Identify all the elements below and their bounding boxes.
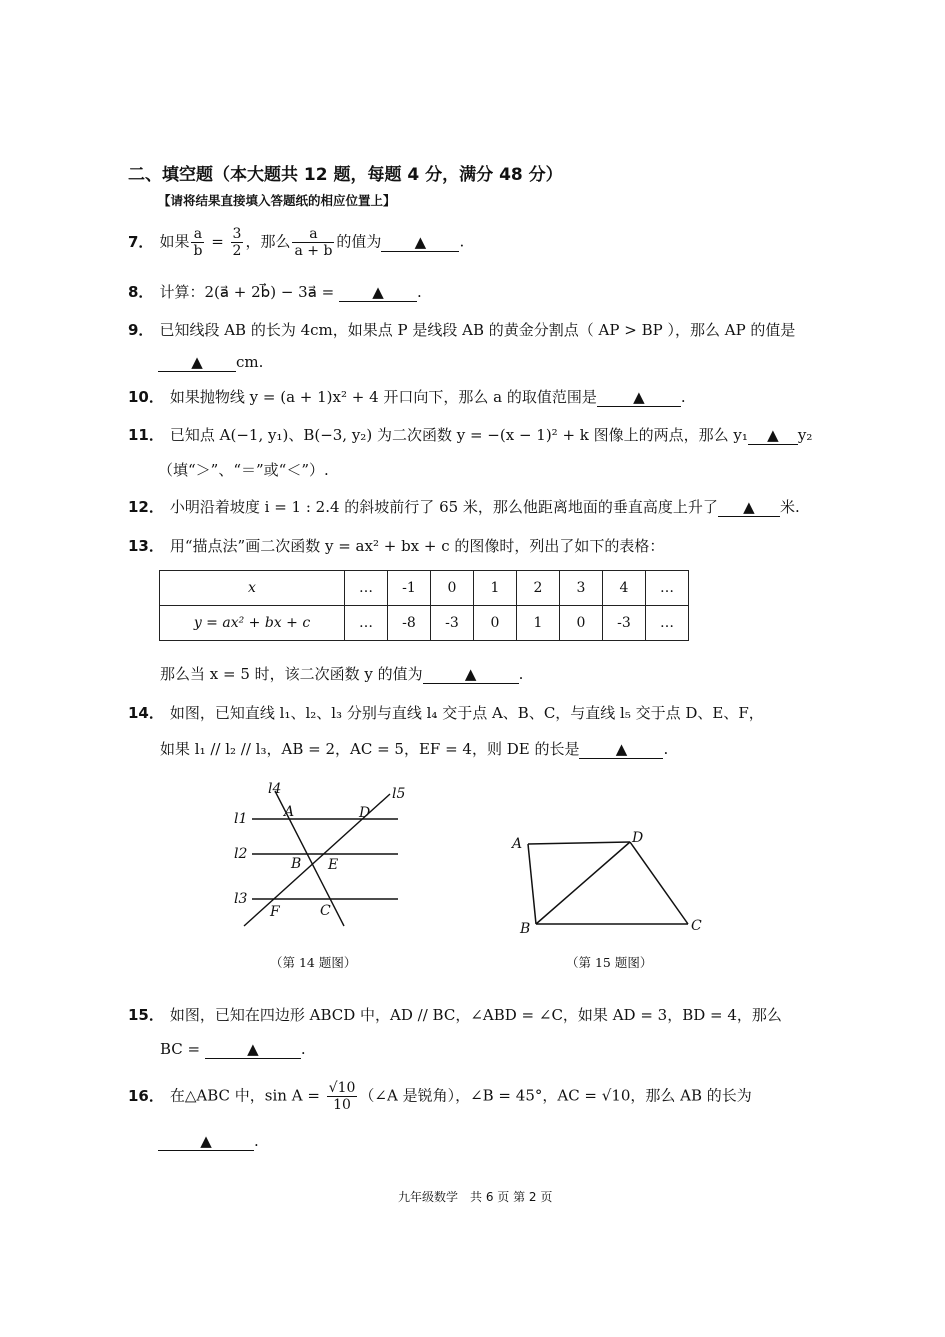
frac-numerator: a [191,226,204,243]
table-cell [160,606,345,641]
q16-text-1: 在△ABC 中，sin A = [169,1086,325,1105]
q12-text: 小明沿着坡度 i = 1 : 2.4 的斜坡前行了 65 米，那么他距离地面的垂直高度上升了 [169,498,718,516]
period: . [680,388,686,406]
question-7 [128,226,464,259]
q9-text: 已知线段 AB 的长为 4cm，如果点 P 是线段 AB 的黄金分割点（ AP > BP ），那么 AP 的值是 [159,321,796,339]
answer-blank[interactable]: ▲ [339,283,417,302]
figure-14-caption: （第 14 题图） [270,955,357,970]
q15-text-2: BC = [160,1040,205,1058]
answer-blank[interactable]: ▲ [597,388,681,407]
question-number: 7． [128,232,154,251]
table-cell: -8 [388,606,431,641]
point-label-e: E [328,857,339,873]
question-14 [128,702,764,724]
q16-text-2: （∠A 是锐角），∠B = 45°，AC = √10，那么 AB 的长为 [359,1086,752,1105]
label-l3: l3 [234,891,248,907]
question-8 [128,281,422,303]
q11-y2: y₂ [797,426,813,444]
point-label-b: B [520,921,531,937]
section-title: 二、填空题（本大题共 12 题，每题 4 分，满分 48 分） [128,165,563,185]
question-14-line-2 [160,738,668,760]
q11-text: 已知点 A(−1, y₁)、B(−3, y₂) 为二次函数 y = −(x − 1)² + k 图像上的两点，那么 y₁ [169,426,748,444]
question-12 [128,496,800,518]
point-label-a: A [284,804,295,820]
fraction-a-over-a-plus-b [292,226,334,259]
question-number: 12． [128,498,164,516]
question-number: 11． [128,426,164,444]
question-number: 16． [128,1086,164,1105]
point-label-d: D [632,830,644,846]
point-label-a: A [512,836,523,852]
equals-sign: = [206,232,229,251]
q10-text: 如果抛物线 y = (a + 1)x² + 4 开口向下，那么 a 的取值范围是 [169,388,597,406]
period: . [417,283,422,301]
frac-denominator: 2 [232,243,242,259]
figure-14 [220,776,420,936]
figure-15-caption: （第 15 题图） [566,955,653,970]
question-13 [128,535,664,557]
table-cell: … [345,606,388,641]
unit-meters: 米. [779,498,800,516]
segment-ab [528,844,536,924]
period: . [663,740,669,758]
table-cell: … [646,606,689,641]
table-cell: -3 [603,606,646,641]
table-row-x [160,571,689,606]
point-label-d: D [359,805,371,821]
table-cell: 2 [517,571,560,606]
frac-numerator: a [292,226,334,243]
question-9-line-2 [158,351,263,373]
answer-blank[interactable]: ▲ [158,353,236,372]
answer-blank[interactable]: ▲ [381,233,459,252]
label-l4: l4 [268,781,282,797]
question-10 [128,386,686,408]
answer-blank[interactable]: ▲ [748,426,798,445]
period: . [300,1040,306,1058]
section-instruction: 【请将结果直接填入答题纸的相应位置上】 [158,193,396,208]
answer-blank[interactable]: ▲ [158,1132,254,1151]
table-cell: … [345,571,388,606]
figure-15 [500,826,720,938]
label-l2: l2 [234,846,248,862]
question-16-line-2 [158,1130,259,1152]
period: . [518,665,524,683]
table-cell: … [646,571,689,606]
question-number: 10． [128,388,164,406]
question-13-followup [160,663,523,685]
frac-denominator: b [193,243,203,259]
fraction-3-over-2 [231,226,244,259]
frac-numerator: √10 [328,1080,356,1096]
segment-bd [536,842,630,924]
answer-blank[interactable]: ▲ [579,740,663,759]
q7-text-2: ，那么 [245,232,291,251]
period: . [459,232,465,251]
point-label-c: C [320,903,331,919]
q8-text: 计算：2(a⃗ + 2b⃗) − 3a⃗ = [159,283,339,301]
q15-text: 如图，已知在四边形 ABCD 中，AD // BC，∠ABD = ∠C，如果 AD = 3，BD = 4，那么 [169,1006,782,1024]
table-cell [160,571,345,606]
q13-text: 用“描点法”画二次函数 y = ax² + bx + c 的图像时，列出了如下的表格： [169,537,665,555]
q14-text: 如图，已知直线 l₁、l₂、l₃ 分别与直线 l₄ 交于点 A、B、C，与直线 l₅ 交于点 D、E、F， [169,704,764,722]
q7-text-1: 如果 [159,232,190,251]
frac-denominator: 10 [333,1097,351,1113]
q14-text-2: 如果 l₁ // l₂ // l₃，AB = 2，AC = 5，EF = 4，则 DE 的长是 [160,740,580,758]
frac-numerator: 3 [232,226,242,242]
point-label-f: F [270,904,280,920]
unit-cm: cm. [236,353,264,371]
question-11 [128,424,812,446]
table-cell-text: y = ax² + bx + c [193,615,311,631]
question-number: 13． [128,537,164,555]
answer-blank[interactable]: ▲ [718,498,780,517]
table-cell: 0 [474,606,517,641]
period: . [254,1132,259,1150]
label-l1: l1 [234,811,248,827]
point-label-c: C [691,918,702,934]
q7-text-3: 的值为 [336,232,382,251]
question-11-line-2: （填“＞”、“＝”或“＜”）. [158,461,329,479]
question-number: 8． [128,283,154,301]
table-cell: -1 [388,571,431,606]
point-label-b: B [291,856,302,872]
answer-blank[interactable]: ▲ [205,1040,301,1059]
table-cell: 0 [431,571,474,606]
question-number: 15． [128,1006,164,1024]
label-l5: l5 [392,786,406,802]
table-cell: -3 [431,606,474,641]
fraction-a-over-b [191,226,204,259]
segment-ad [528,842,630,844]
table-cell: 3 [560,571,603,606]
table-cell: 1 [517,606,560,641]
table-row-y [160,606,689,641]
table-cell: 0 [560,606,603,641]
fraction-sqrt10-over-10 [327,1080,358,1113]
question-15-line-2 [160,1038,306,1060]
question-number: 14． [128,704,164,722]
table-cell: 1 [474,571,517,606]
page-footer: 九年级数学 共 6 页 第 2 页 [398,1190,553,1204]
question-15 [128,1004,782,1026]
question-16 [128,1080,752,1113]
question-9 [128,319,795,341]
frac-denominator: a + b [294,243,333,259]
question-number: 9． [128,321,154,339]
q13-followup-text: 那么当 x = 5 时，该二次函数 y 的值为 [160,665,423,683]
segment-dc [630,842,688,924]
table-cell: 4 [603,571,646,606]
answer-blank[interactable]: ▲ [423,665,519,684]
value-table [159,570,689,641]
table-cell-text: x [248,580,256,596]
